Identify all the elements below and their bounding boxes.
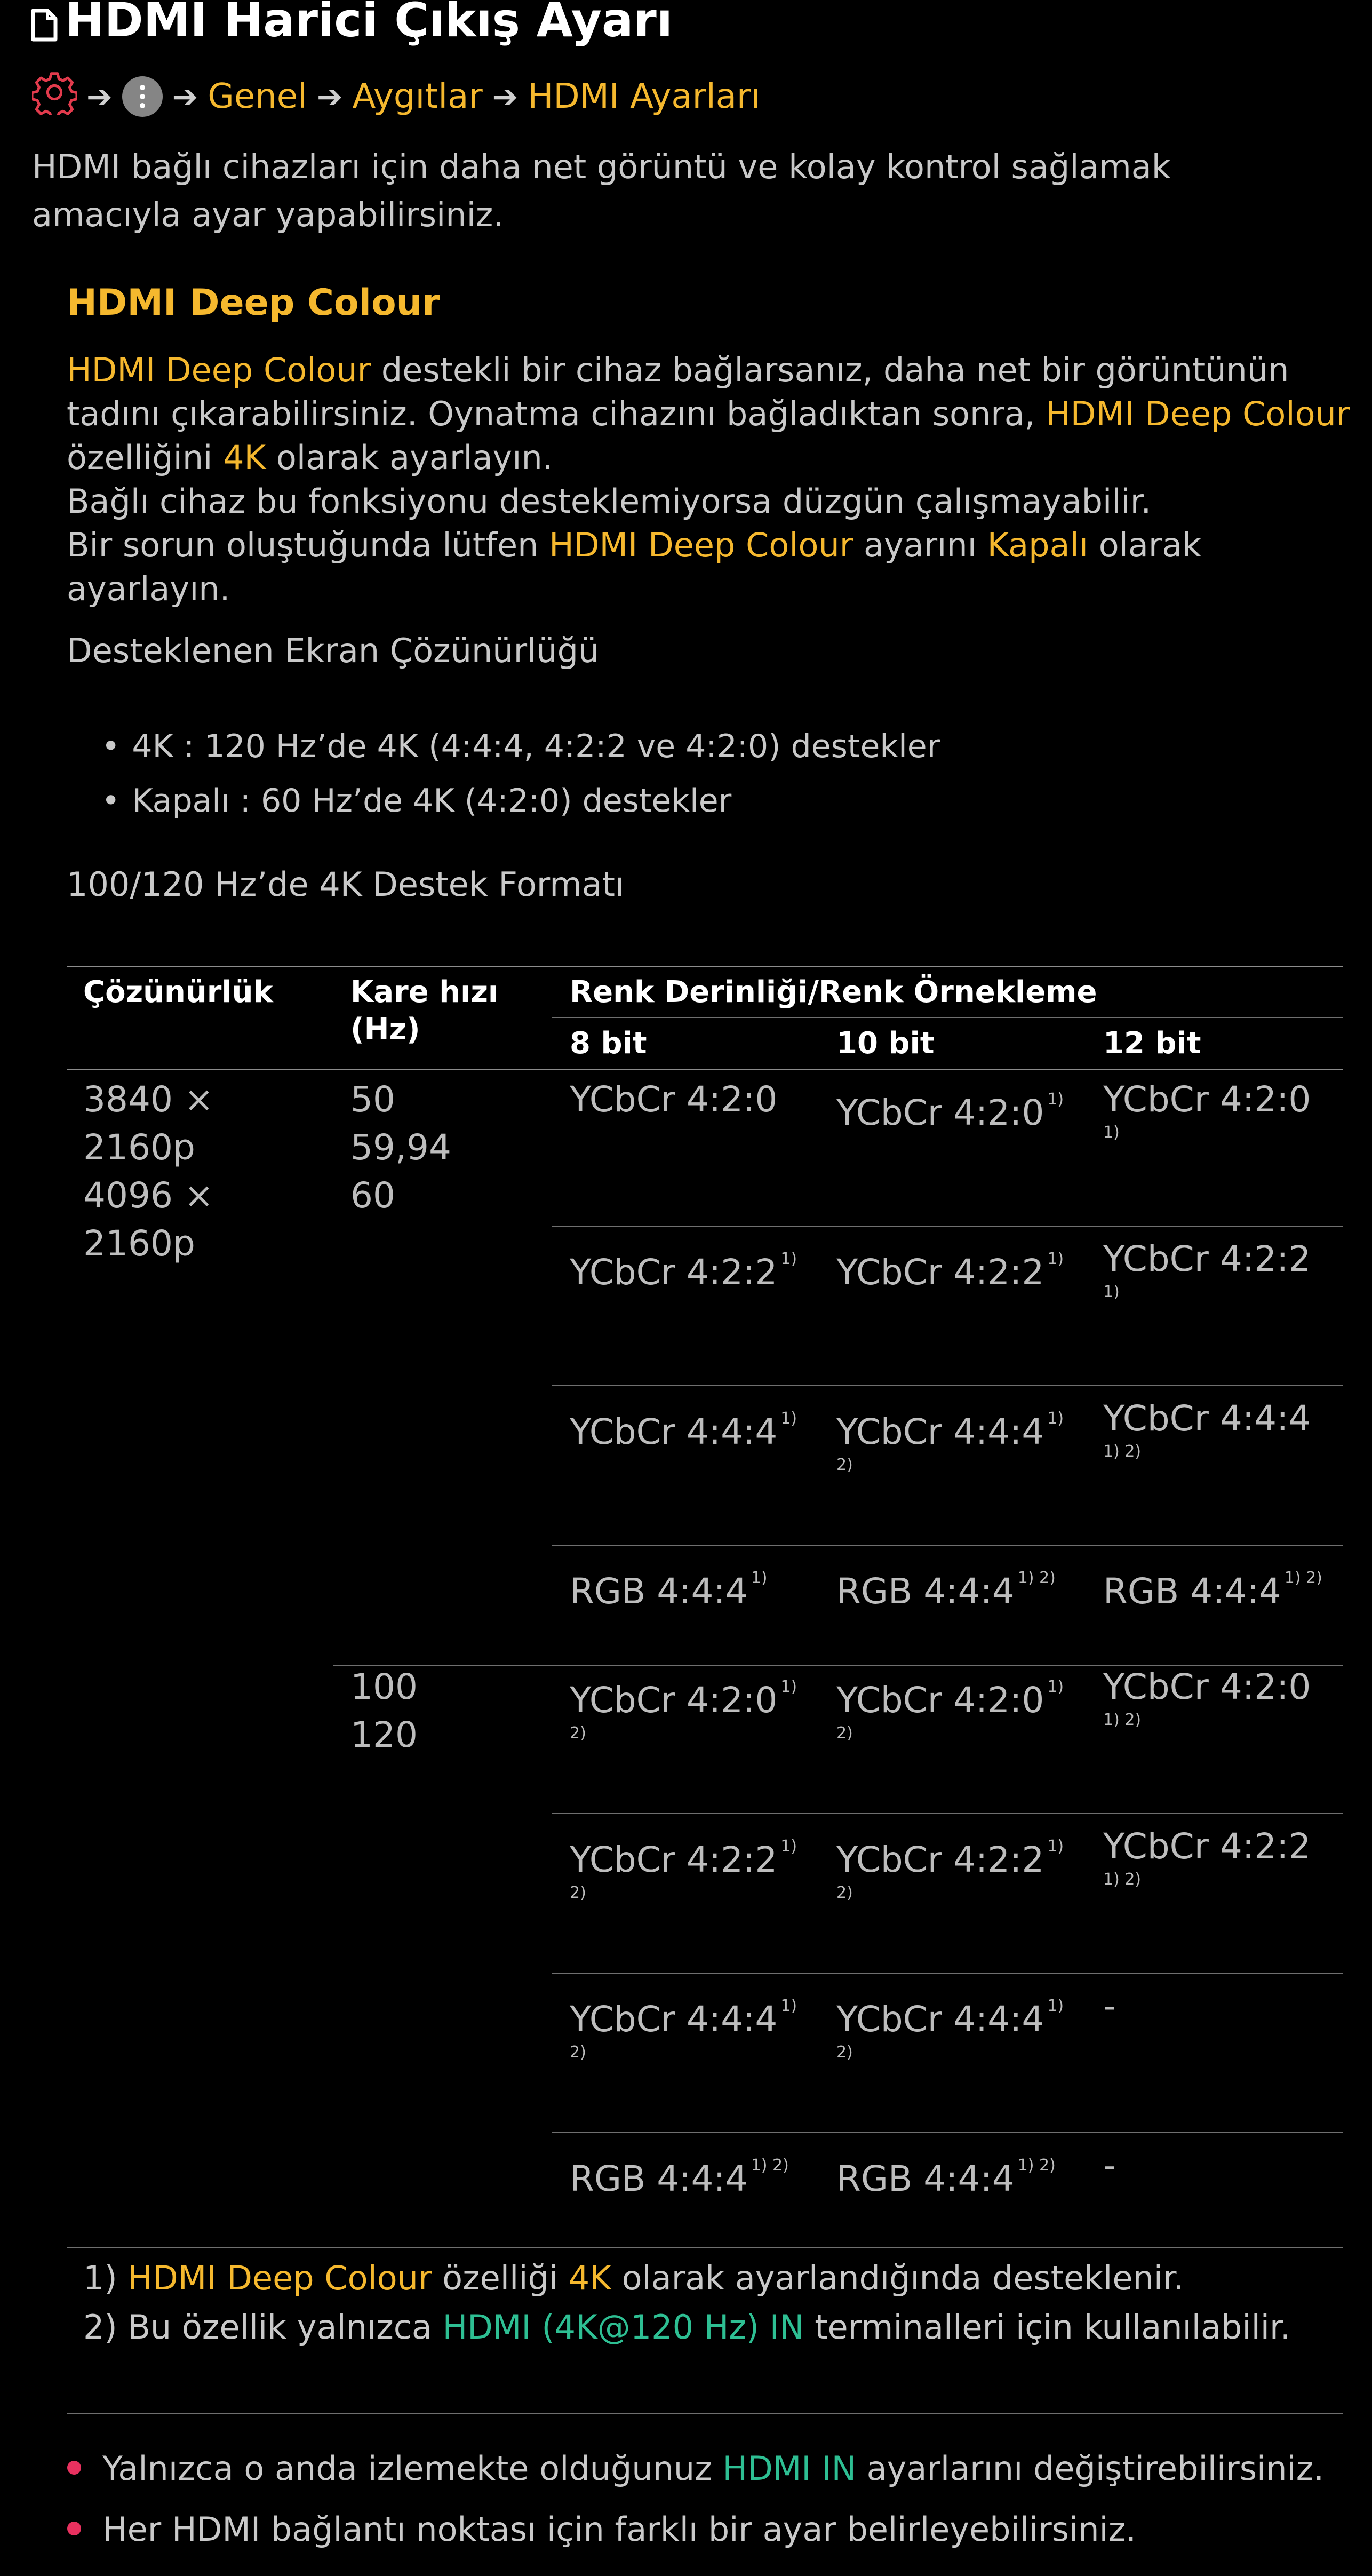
format-cell — [836, 1235, 1064, 1297]
row-rule — [552, 1226, 1343, 1227]
footnotes — [83, 2254, 1291, 2352]
format-value: YCbCr 4:2:0 — [1103, 1666, 1311, 1707]
table-bottom-rule — [67, 2247, 1343, 2248]
header-8bit: 8 bit — [570, 1026, 647, 1061]
terminal-term: HDMI (4K@120 Hz) IN — [442, 2308, 804, 2347]
tip-item: Her HDMI bağlantı noktası için farklı bir ayar belirleyebilirsiniz. — [65, 2499, 1324, 2560]
highlight-term: HDMI Deep Colour — [67, 351, 371, 389]
highlight-term: 4K — [568, 2259, 611, 2297]
format-label: 100/120 Hz’de 4K Destek Formatı — [67, 865, 625, 904]
resolution-line: 2160p — [83, 1127, 195, 1168]
resolution-list — [101, 719, 940, 828]
format-value: YCbCr 4:4:4 — [570, 1411, 778, 1452]
highlight-term: HDMI Deep Colour — [549, 526, 853, 565]
resolution-line: 2160p — [83, 1223, 195, 1264]
footnote-ref: 1) — [1047, 1090, 1064, 1109]
footnote-ref: 1) — [1103, 1283, 1120, 1301]
format-cell — [1103, 1982, 1116, 2030]
format-cell — [570, 1554, 768, 1616]
text: olarak ayarlandığında desteklenir. — [611, 2259, 1184, 2297]
text: Bir sorun oluştuğunda lütfen — [67, 526, 549, 565]
format-cell — [570, 1076, 777, 1124]
format-cell — [1103, 2142, 1116, 2190]
format-value: YCbCr 4:2:2 — [836, 1252, 1044, 1293]
list-item: • 4K : 120 Hz’de 4K (4:4:4, 4:2:2 ve 4:2:0) destekler — [101, 719, 940, 774]
highlight-term: HDMI Deep Colour — [1046, 394, 1350, 433]
text: destekli bir cihaz bağlarsanız, daha net bir görüntünün tadını çıkarabilirsiniz. Oynatma cihazını bağladıktan sonra, — [67, 351, 1289, 433]
footnote-ref: 1) 2) — [1103, 1870, 1142, 1889]
header-10bit: 10 bit — [836, 1026, 935, 1061]
footnote-ref: 2) — [570, 1724, 586, 1743]
format-value: RGB 4:4:4 — [1103, 1571, 1281, 1612]
format-value: YCbCr 4:4:4 — [836, 1411, 1044, 1452]
frame-rate-line: 59,94 — [350, 1127, 451, 1168]
footnote-ref: 2) — [836, 1456, 853, 1474]
footnote-2 — [83, 2303, 1291, 2352]
format-value: YCbCr 4:2:2 — [836, 1839, 1044, 1880]
frame-rate-cell — [350, 1663, 418, 1759]
footnote-ref: 1) — [780, 1997, 797, 2015]
resolution-line: 4096 × — [83, 1175, 214, 1216]
footnote-ref: 1) — [1047, 1677, 1064, 1696]
format-cell — [836, 2142, 1056, 2203]
format-value: YCbCr 4:2:0 — [570, 1079, 778, 1120]
footnote-1 — [83, 2254, 1291, 2303]
highlight-term: Kapalı — [987, 526, 1088, 565]
format-cell — [570, 2142, 789, 2203]
divider — [67, 2413, 1343, 2414]
format-cell — [836, 1076, 1064, 1137]
header-frame-rate: Kare hızı (Hz) — [350, 975, 499, 1047]
resolution-cell — [83, 1076, 213, 1268]
format-value: YCbCr 4:4:4 — [836, 1999, 1044, 2040]
format-cell — [570, 1395, 797, 1456]
format-cell — [1103, 1395, 1311, 1460]
section-title: HDMI Deep Colour — [67, 282, 440, 324]
format-cell — [570, 1823, 797, 1901]
format-value: YCbCr 4:4:4 — [1103, 1398, 1311, 1439]
text: Bağlı cihaz bu fonksiyonu desteklemiyorsa düzgün çalışmayabilir. — [67, 482, 1152, 521]
footnote-ref: 1) — [780, 1250, 797, 1268]
frame-rate-line: 120 — [350, 1714, 418, 1755]
intro-text: HDMI bağlı cihazları için daha net görüntü ve kolay kontrol sağlamak amacıyla ayar yapabilirsiniz. — [32, 147, 1171, 234]
format-value: RGB 4:4:4 — [836, 2158, 1015, 2199]
footnote-ref: 1) 2) — [751, 2156, 789, 2175]
text: 2) Bu özellik yalnızca — [83, 2308, 443, 2347]
format-cell — [836, 1554, 1056, 1616]
footnote-ref: 1) — [1047, 1409, 1064, 1428]
header-resolution: Çözünürlük — [83, 975, 273, 1009]
footnote-ref: 1) 2) — [1017, 2156, 1056, 2175]
footnote-ref: 2) — [836, 1883, 853, 1902]
format-value: YCbCr 4:4:4 — [570, 1999, 778, 2040]
breadcrumb — [32, 73, 760, 121]
text: ayarını — [853, 526, 987, 565]
tip-item — [65, 2438, 1324, 2499]
footnote-ref: 1) 2) — [1284, 1569, 1322, 1587]
format-cell — [570, 1663, 797, 1742]
resolution-line: 3840 × — [83, 1079, 214, 1120]
row-rule — [552, 1545, 1343, 1546]
format-cell — [836, 1663, 1064, 1742]
format-value: - — [1103, 1985, 1116, 2026]
breadcrumb-item-hdmi-ayarlari[interactable]: HDMI Ayarları — [528, 77, 761, 116]
footnote-ref: 1) — [780, 1837, 797, 1856]
footnote-ref: 1) — [1103, 1123, 1120, 1142]
footnote-ref: 1) — [1047, 1837, 1064, 1856]
row-rule — [552, 1973, 1343, 1974]
deep-colour-description — [67, 348, 1358, 611]
text: 1) — [83, 2259, 128, 2297]
highlight-term: HDMI Deep Colour — [127, 2259, 432, 2297]
format-value: YCbCr 4:2:2 — [570, 1252, 778, 1293]
footnote-ref: 2) — [836, 1724, 853, 1743]
row-rule — [552, 2132, 1343, 2133]
footnote-ref: 1) — [751, 1569, 768, 1587]
footnote-ref: 1) — [780, 1677, 797, 1696]
text: ayarlarını değiştirebilirsiniz. — [856, 2449, 1325, 2488]
arrow-right-icon: ➔ — [172, 78, 198, 115]
list-item: • Kapalı : 60 Hz’de 4K (4:2:0) destekler — [101, 774, 940, 828]
format-value: YCbCr 4:2:2 — [1103, 1826, 1311, 1867]
text: olarak ayarlayın. — [67, 526, 1202, 608]
breadcrumb-item-aygitlar[interactable]: Aygıtlar — [352, 77, 483, 116]
footnote-ref: 1) 2) — [1103, 1442, 1142, 1461]
format-cell — [1103, 1663, 1311, 1728]
text: özelliği — [432, 2259, 569, 2297]
frame-rate-line: 100 — [350, 1666, 418, 1707]
breadcrumb-item-genel[interactable]: Genel — [208, 77, 307, 116]
footnote-ref: 1) — [1047, 1997, 1064, 2015]
header-colour-depth: Renk Derinliği/Renk Örnekleme — [570, 975, 1097, 1009]
format-cell — [1103, 1554, 1322, 1616]
format-value: - — [1103, 2145, 1116, 2186]
text: terminalleri için kullanılabilir. — [804, 2308, 1291, 2347]
arrow-right-icon: ➔ — [492, 78, 519, 115]
header-bottom-rule — [67, 1069, 1343, 1070]
footnote-ref: 1) 2) — [1103, 1711, 1142, 1729]
format-value: YCbCr 4:2:0 — [836, 1680, 1044, 1721]
format-cell — [1103, 1823, 1311, 1888]
page-title — [31, 0, 673, 50]
tips-list — [65, 2438, 1324, 2560]
footnote-ref: 1) 2) — [1017, 1569, 1056, 1587]
format-cell — [1103, 1235, 1311, 1300]
arrow-right-icon: ➔ — [316, 78, 343, 115]
more-options-icon[interactable] — [122, 76, 163, 117]
row-rule — [552, 1813, 1343, 1814]
format-cell — [836, 1982, 1064, 2061]
text: olarak ayarlayın. — [266, 438, 553, 477]
footnote-ref: 2) — [570, 1883, 586, 1902]
table-top-rule — [67, 966, 1343, 967]
format-value: RGB 4:4:4 — [570, 1571, 748, 1612]
frame-rate-line: 60 — [350, 1175, 395, 1216]
format-value: YCbCr 4:2:0 — [570, 1680, 778, 1721]
header-12bit: 12 bit — [1103, 1026, 1201, 1061]
frame-rate-cell — [350, 1076, 451, 1220]
resolution-label: Desteklenen Ekran Çözünürlüğü — [67, 631, 600, 670]
format-cell — [570, 1235, 797, 1297]
format-cell — [836, 1823, 1064, 1901]
format-cell — [836, 1395, 1064, 1473]
format-value: YCbCr 4:2:0 — [1103, 1079, 1311, 1120]
terminal-term: HDMI IN — [722, 2449, 856, 2488]
text: Yalnızca o anda izlemekte olduğunuz — [102, 2449, 723, 2488]
format-cell — [1103, 1076, 1311, 1141]
format-value: RGB 4:4:4 — [570, 2158, 748, 2199]
highlight-term: 4K — [223, 438, 266, 477]
text: özelliğini — [67, 438, 224, 477]
format-value: RGB 4:4:4 — [836, 1571, 1015, 1612]
row-rule — [552, 1385, 1343, 1386]
format-value: YCbCr 4:2:2 — [570, 1839, 778, 1880]
format-cell — [570, 1982, 797, 2061]
gear-icon[interactable] — [32, 70, 77, 123]
footnote-ref: 1) — [1047, 1250, 1064, 1268]
header-sub-rule — [552, 1017, 1343, 1018]
frame-rate-line: 50 — [350, 1079, 395, 1120]
format-value: YCbCr 4:2:0 — [836, 1092, 1044, 1133]
footnote-ref: 1) — [780, 1409, 797, 1428]
arrow-right-icon: ➔ — [86, 78, 113, 115]
document-icon — [31, 1, 58, 50]
footnote-ref: 2) — [570, 2043, 586, 2062]
page-title-text: HDMI Harici Çıkış Ayarı — [65, 0, 673, 47]
format-value: YCbCr 4:2:2 — [1103, 1238, 1311, 1279]
footnote-ref: 2) — [836, 2043, 853, 2062]
